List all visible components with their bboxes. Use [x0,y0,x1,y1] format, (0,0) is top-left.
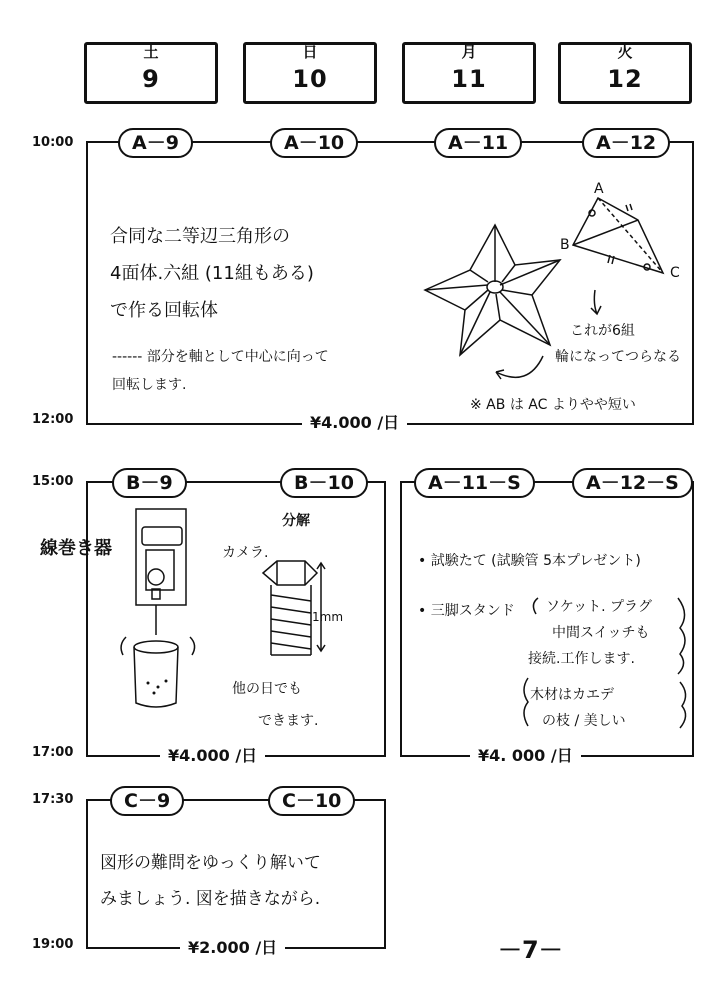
tripod-stand-label: • 三脚スタンド [418,603,515,619]
time-start-c: 17:30 [32,792,74,807]
size-label: 1mm [312,610,344,624]
page-number: －7－ [498,936,563,964]
price-a: ¥4.000 /日 [302,410,407,433]
down-arrow-icon [585,288,605,316]
camera-label: カメラ. [222,545,269,561]
tripod-line-1: ソケット. プラグ [546,599,653,615]
code-a12: A－12 [582,128,670,158]
price-b: ¥4.000 /日 [160,743,265,766]
curved-arrow-icon [488,350,548,390]
note-line-1: ------ 部分を軸として中心に向って [112,349,329,365]
code-c10: C－10 [268,786,355,816]
footnote: ※ AB は AC よりやや短い [470,397,636,413]
weekday-label: 月 [461,43,477,61]
day-header-mon [402,42,536,104]
day-header-tue [558,42,692,104]
code-b10: B－10 [280,468,368,498]
weekday-label: 火 [617,43,633,61]
vertex-label-b: B [560,237,570,253]
winder-label: 線巻き器 [40,538,112,559]
code-a12s: A－12－S [572,468,693,498]
code-a11s: A－11－S [414,468,535,498]
time-start-b: 15:00 [32,474,74,489]
date-label: 10 [292,65,328,93]
wood-line-2: の枝 / 美しい [542,713,626,729]
code-b9: B－9 [112,468,187,498]
bracket-marks [518,594,688,734]
disassembly-label: 分解 [282,513,310,529]
time-end-a: 12:00 [32,412,74,427]
code-c9: C－9 [110,786,184,816]
description-line-2: 4面体.六組 (11組もある) [110,263,314,284]
description-line-1: 合同な二等辺三角形の [110,226,290,247]
date-label: 12 [607,65,643,93]
code-a11: A－11 [434,128,522,158]
day-header-sat [84,42,218,104]
weekday-label: 土 [143,43,159,61]
code-a10: A－10 [270,128,358,158]
c-description-line-2: みましょう. 図を描きながら. [100,889,321,909]
other-days-line-1: 他の日でも [232,681,302,697]
other-days-line-2: できます. [258,713,319,729]
figure-note-line-2: 輪になってつらなる [555,349,681,365]
code-a9: A－9 [118,128,193,158]
c-description-line-1: 図形の難問をゆっくり解いて [100,853,321,873]
star-polyhedron-drawing [420,220,570,360]
test-tube-stand-item: • 試験たて (試験管 5本プレゼント) [418,553,641,569]
winder-device-drawing [108,505,208,715]
time-end-c: 19:00 [32,937,74,952]
wood-line-1: 木材はカエデ [530,687,614,703]
tripod-line-2: 中間スイッチも [552,625,650,641]
weekday-label: 日 [302,43,318,61]
time-end-b: 17:00 [32,745,74,760]
vertex-label-c: C [670,265,680,281]
day-header-sun [243,42,377,104]
date-label: 9 [142,65,160,93]
price-c: ¥2.000 /日 [180,935,285,958]
price-as: ¥4. 000 /日 [470,743,581,766]
description-line-3: で作る回転体 [110,300,218,321]
figure-note-line-1: これが6組 [570,323,635,339]
tripod-line-3: 接続.工作します. [528,651,635,667]
vertex-label-a: A [594,181,604,197]
date-label: 11 [451,65,487,93]
note-line-2: 回転します. [112,377,187,393]
time-start-a: 10:00 [32,135,74,150]
